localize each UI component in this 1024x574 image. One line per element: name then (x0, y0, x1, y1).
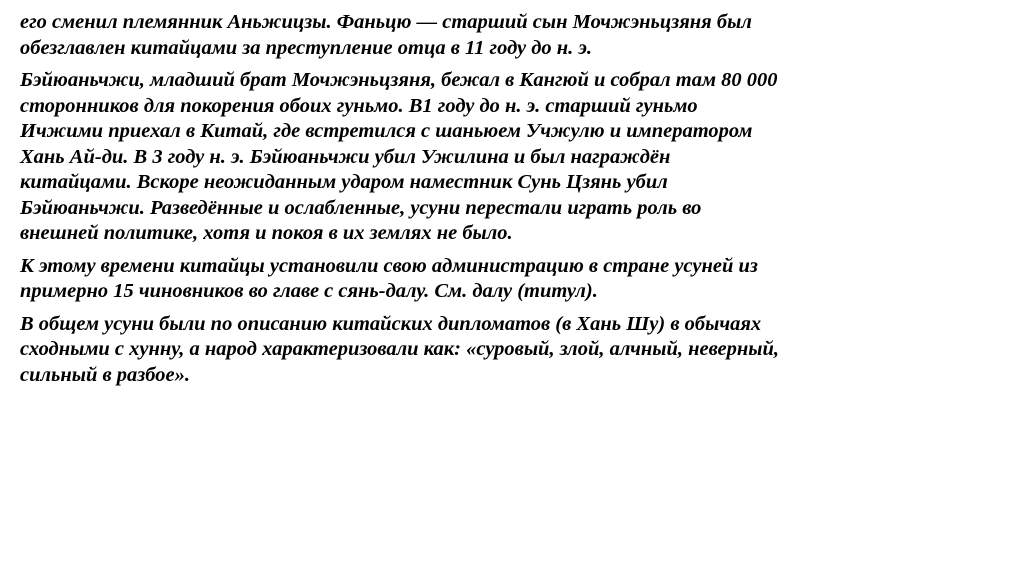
text-line: его сменил племянник Аньжицзы. Фаньцю — старший сын Мочжэньцзяня был (20, 11, 752, 33)
text-line: внешней политике, хотя и покоя в их землях не было. (20, 222, 513, 244)
text-line: сильный в разбое». (20, 363, 190, 386)
paragraph-3 (20, 254, 1005, 305)
paragraph-2 (20, 68, 1005, 247)
text-line: сторонников для покорения обоих гуньмо. В1 году до н. э. старший гуньмо (20, 94, 698, 117)
paragraph-4 (20, 312, 1005, 389)
text-line: К этому времени китайцы установили свою администрацию в стране усуней из (20, 254, 758, 277)
text-line: Хань Ай-ди. В 3 году н. э. Бэйюаньчжи убил Ужилина и был награждён (20, 145, 671, 168)
text-line: китайцами. Вскоре неожиданным ударом наместник Сунь Цзянь убил (20, 171, 668, 193)
document-body (20, 10, 1005, 395)
text-line: Бэйюаньчжи. Разведённые и ослабленные, усуни перестали играть роль во (20, 196, 702, 219)
text-line: сходными с хунну, а народ характеризовали как: «суровый, злой, алчный, неверный, (20, 338, 779, 360)
text-line: Бэйюаньчжи, младший брат Мочжэньцзяня, бежал в Кангюй и собрал там 80 000 (20, 69, 778, 91)
paragraph-1 (20, 10, 1005, 61)
text-line: обезглавлен китайцами за преступление отца в 11 году до н. э. (20, 36, 593, 59)
text-line: В общем усуни были по описанию китайских дипломатов (в Хань Шу) в обычаях (20, 312, 762, 335)
text-line: примерно 15 чиновников во главе с сянь-далу. См. далу (титул). (20, 280, 598, 302)
text-line: Ичжими приехал в Китай, где встретился с шаньюем Учжулю и императором (20, 120, 753, 142)
